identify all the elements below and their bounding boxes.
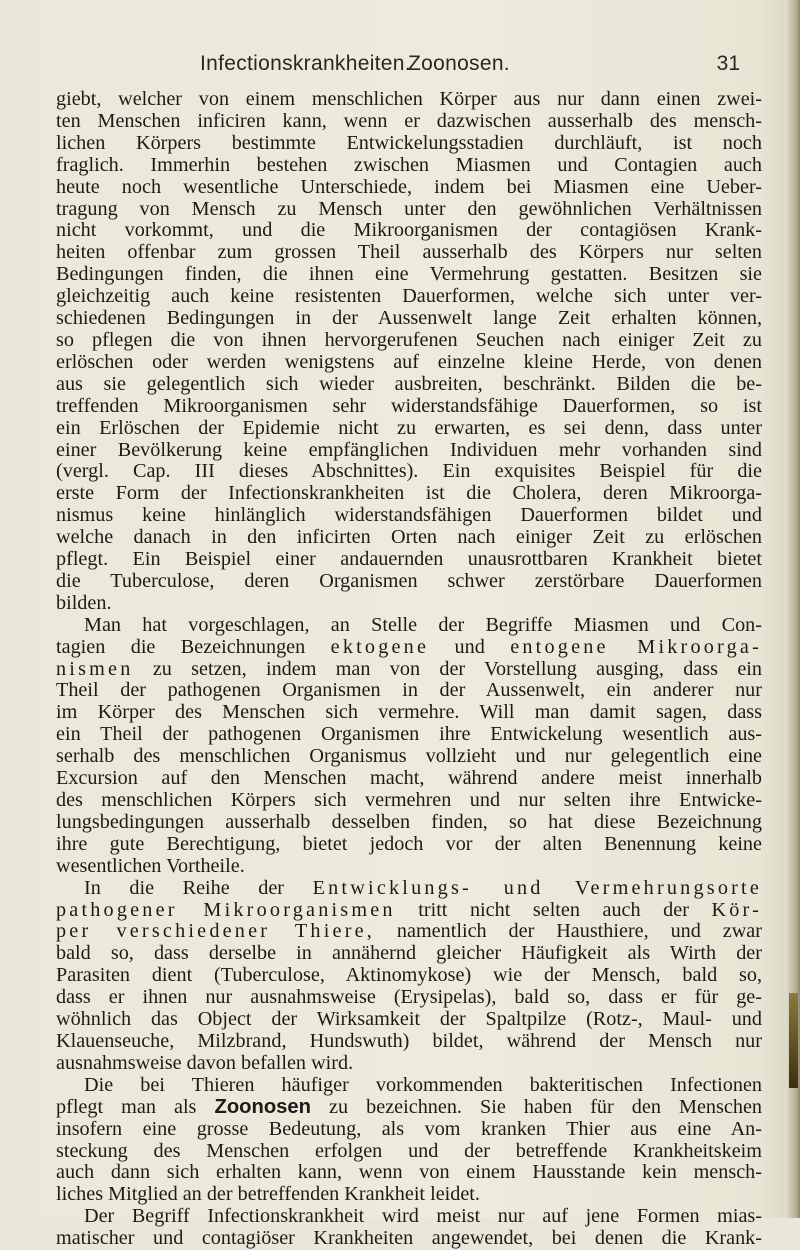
text-line: liches Mitglied an der betreffenden Krankheit leidet. bbox=[56, 1183, 480, 1206]
text-line: erlöschen oder werden wenigstens auf einzelne kleine Herde, von denen bbox=[56, 350, 762, 373]
text-line: Man hat vorgeschlagen, an Stelle der Begriffe Miasmen und Con- bbox=[84, 613, 762, 636]
text-line: aus sie gelegentlich sich wieder ausbreiten, beschränkt. Bilden die be- bbox=[56, 372, 762, 395]
spaced-term: entogene Mikroorga- bbox=[510, 635, 762, 658]
text-line: dass er ihnen nur ausnahmsweise (Erysipelas), bald so, dass er für ge- bbox=[56, 986, 762, 1009]
text-line: treffenden Mikroorganismen sehr widerstandsfähige Dauerformen, so ist bbox=[56, 394, 762, 417]
text-line: steckung des Menschen erfolgen und der betreffende Krankheitskeim bbox=[56, 1139, 762, 1162]
text-line bbox=[56, 878, 762, 900]
text-line: Excursion auf den Menschen macht, während andere meist innerhalb bbox=[56, 767, 762, 790]
body-text bbox=[56, 89, 762, 1250]
text-line: die Tuberculose, deren Organismen schwer zerstörbare Dauerformen bbox=[56, 569, 762, 592]
text-segment: zu setzen, indem man von der Vorstellung ausging, dass ein bbox=[133, 657, 762, 680]
text-segment: In die Reihe der bbox=[84, 876, 313, 899]
text-segment: zu bezeichnen. Sie haben für den Menschen bbox=[310, 1095, 762, 1118]
text-line: serhalb des menschlichen Organismus vollzieht und nur gelegentlich eine bbox=[56, 745, 762, 768]
text-line bbox=[56, 1097, 762, 1119]
text-line: matischer und contagiöser Krankheiten angewendet, bei denen die Krank- bbox=[56, 1227, 762, 1250]
text-line: insofern eine grosse Bedeutung, als vom kranken Thier aus eine An- bbox=[56, 1117, 762, 1140]
text-line: Theil der pathogenen Organismen in der Aussenwelt, ein anderer nur bbox=[56, 679, 762, 702]
text-line: Klauenseuche, Milzbrand, Hundswuth) bildet, während der Mensch nur bbox=[56, 1029, 762, 1052]
text-line: ten Menschen inficiren kann, wenn er dazwischen ausserhalb des mensch- bbox=[56, 109, 762, 132]
spaced-term: Kör- bbox=[711, 898, 762, 921]
text-segment: tritt nicht selten auch der bbox=[395, 898, 712, 921]
text-line: bilden. bbox=[56, 591, 112, 614]
text-line: im Körper des Menschen sich vermehre. Will man damit sagen, dass bbox=[56, 701, 762, 724]
text-line: auch dann sich erhalten kann, wenn von einem Hausstande kein mensch- bbox=[56, 1161, 762, 1184]
text-line: tragung von Mensch zu Mensch unter den gewöhnlichen Verhältnissen bbox=[56, 197, 762, 220]
text-segment: namentlich der Hausthiere, und zwar bbox=[375, 920, 762, 943]
text-line: nismus keine hinlänglich widerstandsfähigen Dauerformen bildet und bbox=[56, 504, 762, 527]
text-line: Bedingungen finden, die ihnen eine Vermehrung gestatten. Besitzen sie bbox=[56, 263, 762, 286]
page-edge-marker bbox=[789, 993, 798, 1088]
text-line: gleichzeitig auch keine resistenten Dauerformen, welche sich unter ver- bbox=[56, 285, 762, 308]
text-line: heute noch wesentliche Unterschiede, indem bei Miasmen eine Ueber- bbox=[56, 175, 762, 198]
text-line: wöhnlich das Object der Wirksamkeit der Spaltpilze (Rotz-, Maul- und bbox=[56, 1008, 762, 1031]
text-line: des menschlichen Körpers sich vermehren und nur selten ihre Entwicke- bbox=[56, 789, 762, 811]
text-line: welche danach in den inficirten Orten nach einiger Zeit zu erlöschen bbox=[56, 526, 762, 549]
text-line: (vergl. Cap. III dieses Abschnittes). Ein exquisites Beispiel für die bbox=[56, 460, 762, 483]
text-line: lungsbedingungen ausserhalb desselben finden, so hat diese Bezeichnung bbox=[56, 810, 762, 833]
spaced-term: ektogene bbox=[330, 635, 430, 658]
text-line: wesentlichen Vortheile. bbox=[56, 854, 245, 877]
text-line: heiten offenbar zum grossen Theil ausserhalb des Körpers nur selten bbox=[56, 241, 762, 264]
text-line: bald so, dass derselbe in annähernd gleicher Häufigkeit als Wirth der bbox=[56, 942, 762, 965]
text-line: Die bei Thieren häufiger vorkommenden bakteritischen Infectionen bbox=[84, 1073, 762, 1096]
text-line: ein Erlöschen der Epidemie nicht zu erwarten, es sei denn, dass unter bbox=[56, 416, 762, 439]
running-header bbox=[150, 52, 740, 84]
text-line: ein Theil der pathogenen Organismen ihre Entwickelung wesentlich aus- bbox=[56, 723, 762, 746]
text-line: Der Begriff Infectionskrankheit wird meist nur auf jene Formen mias- bbox=[84, 1205, 762, 1228]
text-line: so pflegen die von ihnen hervorgerufenen Seuchen nach einiger Zeit zu bbox=[56, 328, 762, 351]
text-line bbox=[56, 921, 762, 943]
text-segment: pflegt man als bbox=[56, 1095, 215, 1118]
text-line bbox=[56, 659, 762, 681]
text-segment: tagien die Bezeichnungen bbox=[56, 635, 331, 658]
spaced-term: pathogener Mikroorganismen bbox=[56, 898, 396, 921]
text-segment: und bbox=[429, 635, 511, 658]
text-line: fraglich. Immerhin bestehen zwischen Miasmen und Contagien auch bbox=[56, 153, 762, 176]
text-line: nicht vorkommt, und die Mikroorganismen der contagiösen Krank- bbox=[56, 219, 762, 242]
page-number: 31 bbox=[716, 52, 740, 75]
spaced-term: nismen bbox=[56, 657, 134, 680]
text-line: ausnahmsweise davon befallen wird. bbox=[56, 1051, 354, 1074]
bold-term: Zoonosen bbox=[214, 1095, 311, 1118]
text-line: Parasiten dient (Tuberculose, Aktinomykose) wie der Mensch, bald so, bbox=[56, 964, 762, 987]
text-line: erste Form der Infectionskrankheiten ist die Cholera, deren Mikroorga- bbox=[56, 482, 762, 505]
text-line: lichen Körpers bestimmte Entwickelungsstadien durchläuft, ist noch bbox=[56, 131, 762, 154]
header-right-title: Zoonosen. bbox=[408, 52, 510, 75]
spaced-term: Entwicklungs- und Vermehrungsorte bbox=[312, 876, 762, 899]
spaced-term: per verschiedener Thiere, bbox=[56, 920, 376, 943]
text-line bbox=[56, 900, 762, 922]
text-line: pflegt. Ein Beispiel einer andauernden unausrottbaren Krankheit bietet bbox=[56, 548, 762, 571]
text-line: giebt, welcher von einem menschlichen Körper aus nur dann einen zwei- bbox=[56, 88, 762, 110]
text-line bbox=[56, 637, 762, 659]
text-line: einer Bevölkerung keine empfänglichen Individuen mehr vorhanden sind bbox=[56, 438, 762, 461]
text-line: ihre gute Berechtigung, bietet jedoch vor der alten Benennung keine bbox=[56, 832, 762, 855]
header-left-title: Infectionskrankheiten. bbox=[200, 52, 411, 75]
text-line: schiedenen Bedingungen in der Aussenwelt lange Zeit erhalten können, bbox=[56, 307, 762, 330]
